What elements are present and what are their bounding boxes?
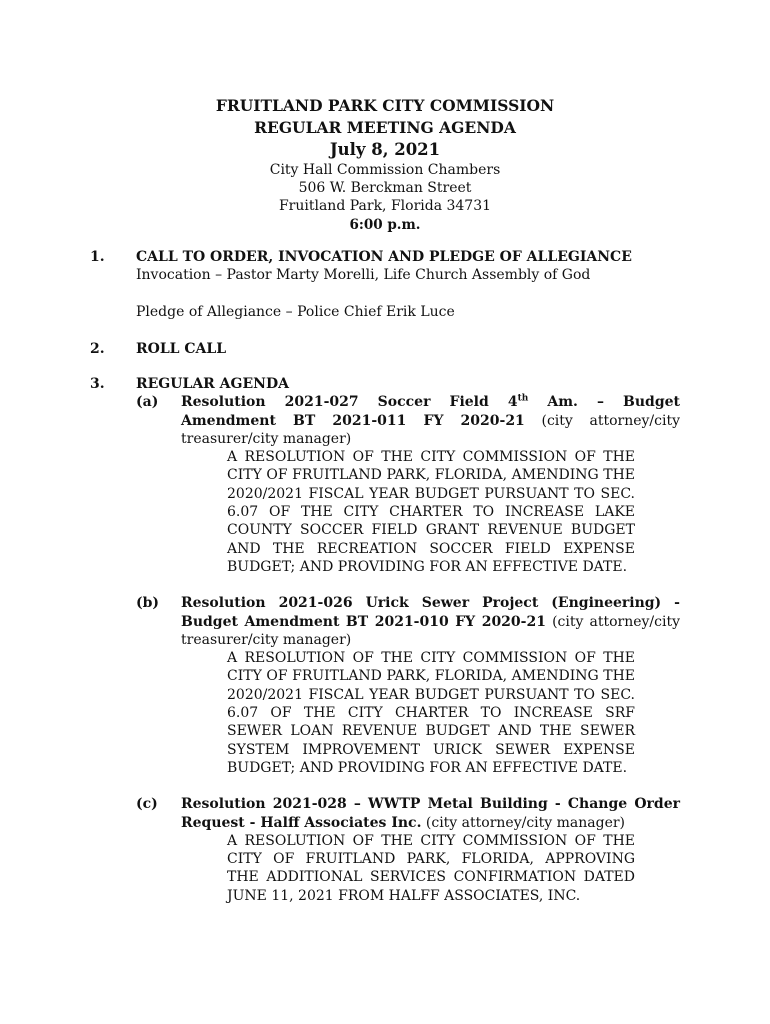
item-letter: (a) — [136, 394, 159, 411]
item-parties: (city attorney/city manager) — [421, 814, 626, 831]
section-heading: REGULAR AGENDA — [136, 376, 289, 392]
item-letter: (b) — [136, 595, 160, 612]
meeting-street: 506 W. Berckman Street — [298, 180, 472, 196]
item-title: Resolution 2021-028 – WWTP Metal Building - Change Order Request - Halff Associates Inc. — [181, 796, 680, 831]
item-letter: (c) — [136, 796, 158, 813]
section-line-invocation: Invocation – Pastor Marty Morelli, Life Church Assembly of God — [136, 267, 591, 284]
agenda-item-b — [136, 594, 680, 777]
resolution-text: A RESOLUTION OF THE CITY COMMISSION OF THE CITY OF FRUITLAND PARK, FLORIDA, AMENDING THE 2020/2021 FISCAL YEAR BUDGET PURSUANT TO SEC. 6.07 OF THE CITY CHARTER TO INCREASE LAKE COUNTY SOCCER FIELD GRANT REVENUE BUDGET AND THE RECREATION SOCCER FIELD EXPENSE BUDGET; AND PROVIDING FOR AN EFFECTIVE DATE. — [227, 449, 635, 575]
meeting-time: 6:00 p.m. — [349, 217, 421, 233]
resolution-text: A RESOLUTION OF THE CITY COMMISSION OF THE CITY OF FRUITLAND PARK, FLORIDA, APPROVING THE ADDITIONAL SERVICES CONFIRMATION DATED JUNE 11, 2021 FROM HALFF ASSOCIATES, INC. — [227, 832, 635, 904]
agenda-section-3 — [90, 375, 690, 905]
meeting-location: City Hall Commission Chambers — [269, 162, 501, 178]
agenda-section-2 — [90, 340, 690, 358]
agenda-title-line2: REGULAR MEETING AGENDA — [254, 118, 516, 137]
agenda-header — [0, 95, 770, 235]
item-title: Resolution 2021-026 Urick Sewer Project (Engineering) - Budget Amendment BT 2021-010 FY 2020-21 — [181, 595, 680, 630]
section-heading: CALL TO ORDER, INVOCATION AND PLEDGE OF ALLEGIANCE — [136, 249, 632, 265]
agenda-section-1 — [90, 248, 690, 321]
section-heading: ROLL CALL — [136, 341, 227, 357]
section-number: 3. — [90, 376, 105, 392]
meeting-city: Fruitland Park, Florida 34731 — [278, 198, 492, 214]
agenda-title-line1: FRUITLAND PARK CITY COMMISSION — [215, 96, 555, 115]
agenda-item-a — [136, 393, 680, 576]
meeting-date: July 8, 2021 — [329, 140, 441, 159]
section-number: 1. — [90, 249, 105, 265]
resolution-text: A RESOLUTION OF THE CITY COMMISSION OF THE CITY OF FRUITLAND PARK, FLORIDA, AMENDING THE 2020/2021 FISCAL YEAR BUDGET PURSUANT TO SEC. 6.07 OF THE CITY CHARTER TO INCREASE SRF SEWER LOAN REVENUE BUDGET AND THE SEWER SYSTEM IMPROVEMENT URICK SEWER EXPENSE BUDGET; AND PROVIDING FOR AN EFFECTIVE DATE. — [227, 650, 635, 776]
item-parties: (city attorney/city treasurer/city manager) — [181, 613, 680, 648]
item-parties: (city attorney/city treasurer/city manager) — [181, 412, 681, 447]
section-line-pledge: Pledge of Allegiance – Police Chief Erik Luce — [136, 303, 455, 320]
section-number: 2. — [90, 341, 105, 357]
agenda-item-c — [136, 795, 680, 905]
item-title: Resolution 2021-027 Soccer Field 4th Am. – Budget Amendment BT 2021-011 FY 2020-21 — [181, 393, 680, 429]
